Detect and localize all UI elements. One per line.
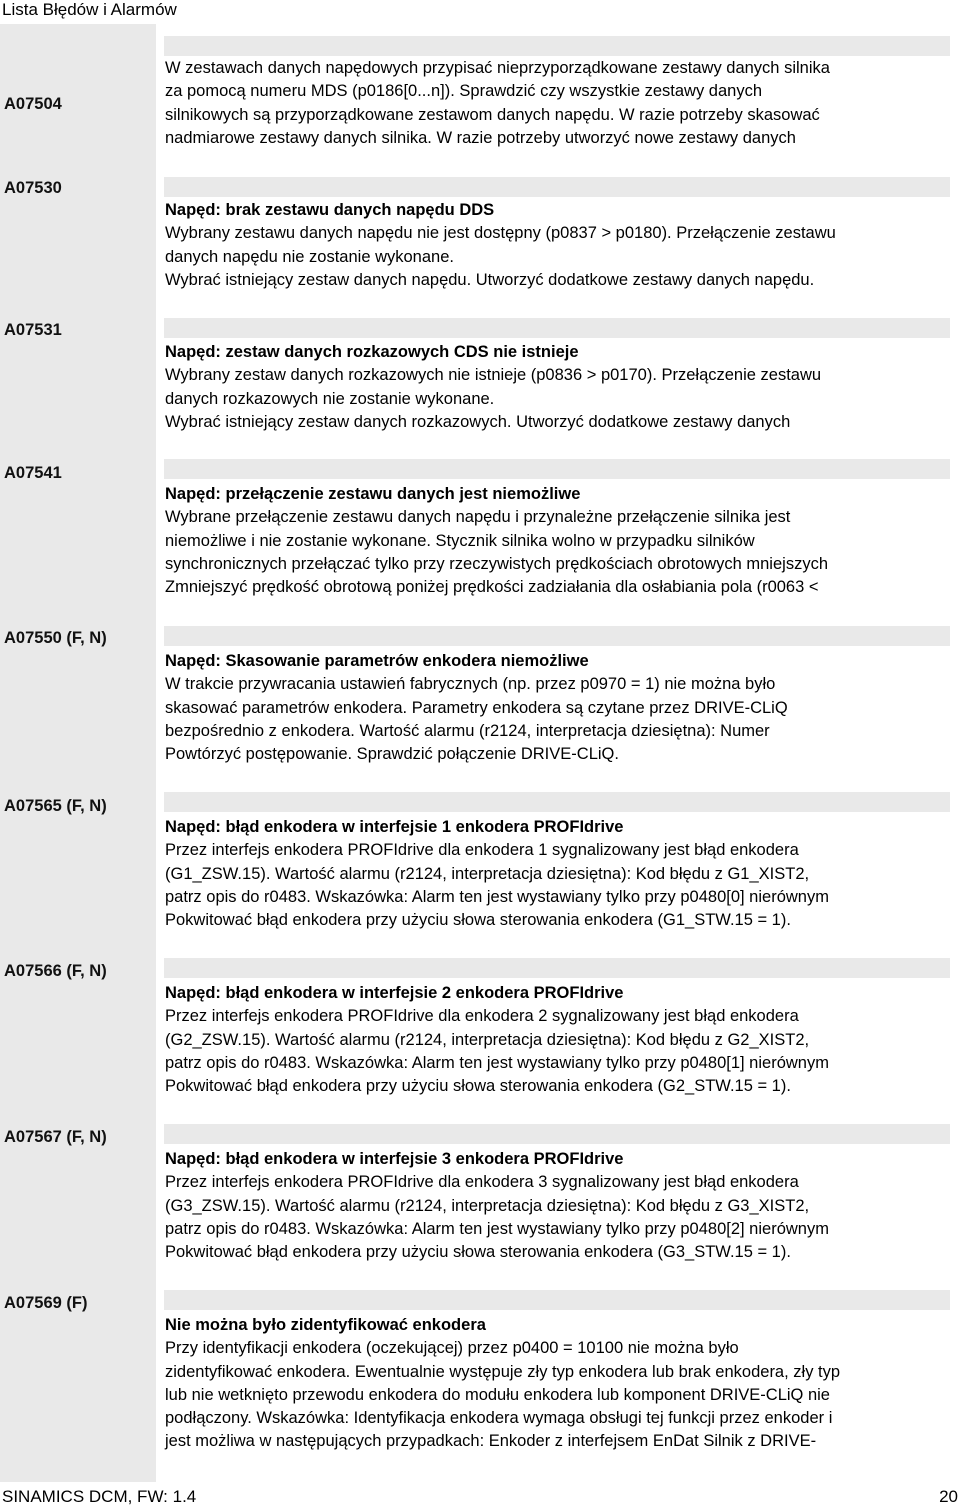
entry-separator	[164, 1290, 950, 1310]
entry-text-line: Powtórzyć postępowanie. Sprawdzić połączenie DRIVE-CLiQ.	[165, 745, 619, 764]
entry-code: A07541	[4, 464, 62, 482]
entry-text-line: danych napędu nie zostanie wykonane.	[165, 247, 454, 266]
entry-text-line: podłączony. Wskazówka: Identyfikacja enkodera wymaga obsługi tej funkcji przez enkoder i	[165, 1409, 833, 1428]
entry-description	[165, 199, 955, 292]
entry-code: A07530	[4, 179, 62, 197]
entry-separator	[164, 792, 950, 812]
entry-description	[165, 982, 955, 1098]
entry-text-line: zidentyfikować enkodera. Ewentualnie występuje zły typ enkodera lub brak enkodera, zły typ	[165, 1362, 841, 1381]
entry-text-line: Wybrany zestaw danych rozkazowych nie istnieje (p0836 > p0170). Przełączenie zestawu	[165, 366, 822, 385]
entry-text-line: Pokwitować błąd enkodera przy użyciu słowa sterowania enkodera (G3_STW.15 = 1).	[165, 1243, 791, 1262]
entry-description	[165, 650, 955, 766]
entry-text-line: synchronicznych przełączać tylko przy rzeczywistych prędkościach obrotowych mniejszych	[165, 554, 828, 573]
entry-text-line: (G3_ZSW.15). Wartość alarmu (r2124, interpretacja dziesiętna): Kod błędu z G3_XIST2,	[165, 1196, 810, 1215]
entry-text-line: Zmniejszyć prędkość obrotową poniżej prędkości zadziałania dla osłabiania pola (r0063 <	[165, 578, 819, 597]
entry-separator	[164, 177, 950, 197]
entry-text-line: Wybrane przełączenie zestawu danych napędu i przynależne przełączenie silnika jest	[165, 508, 791, 527]
entry-description	[165, 816, 955, 932]
page-title: Lista Błędów i Alarmów	[2, 0, 177, 19]
entry-text-line: (G2_ZSW.15). Wartość alarmu (r2124, interpretacja dziesiętna): Kod błędu z G2_XIST2,	[165, 1030, 810, 1049]
entry-text-line: Przez interfejs enkodera PROFIdrive dla enkodera 1 sygnalizowany jest błąd enkodera	[165, 841, 799, 860]
entry-title: Napęd: brak zestawu danych napędu DDS	[165, 201, 495, 219]
entry-text-line: patrz opis do r0483. Wskazówka: Alarm ten jest wystawiany tylko przy p0480[2] nierównym	[165, 1219, 829, 1238]
entry-code: A07565 (F, N)	[4, 797, 107, 815]
entry-text-line: Przez interfejs enkodera PROFIdrive dla enkodera 3 sygnalizowany jest błąd enkodera	[165, 1173, 799, 1192]
entry-text-line: niemożliwe i nie zostanie wykonane. Stycznik silnika wolno w przypadku silników	[165, 531, 755, 550]
entry-text-line: Wybrać istniejący zestaw danych rozkazowych. Utworzyć dodatkowe zestawy danych	[165, 412, 791, 431]
entry-code: A07567 (F, N)	[4, 1128, 107, 1146]
entry-title: Napęd: przełączenie zestawu danych jest niemożliwe	[165, 485, 581, 503]
entry-code: A07550 (F, N)	[4, 629, 107, 647]
page-number: 20	[939, 1487, 958, 1506]
code-column-panel	[0, 24, 156, 1482]
entry-title: Napęd: zestaw danych rozkazowych CDS nie istnieje	[165, 343, 579, 361]
entry-text-line: Wybrany zestawu danych napędu nie jest dostępny (p0837 > p0180). Przełączenie zestawu	[165, 224, 836, 243]
entry-code: A07531	[4, 321, 62, 339]
entry-separator	[164, 1124, 950, 1144]
entry-text-line: danych rozkazowych nie zostanie wykonane.	[165, 389, 495, 408]
entry-description	[165, 1314, 955, 1454]
entry-description	[165, 1148, 955, 1264]
footer-product: SINAMICS DCM, FW: 1.4	[2, 1487, 197, 1506]
entry-separator	[164, 318, 950, 338]
entry-text-line: Wybrać istniejący zestaw danych napędu. Utworzyć dodatkowe zestawy danych napędu.	[165, 270, 815, 289]
entry-text-line: W zestawach danych napędowych przypisać nieprzyporządkowane zestawy danych silnika	[165, 59, 830, 77]
entry-text-line: Przez interfejs enkodera PROFIdrive dla enkodera 2 sygnalizowany jest błąd enkodera	[165, 1007, 799, 1026]
entry-text-line: (G1_ZSW.15). Wartość alarmu (r2124, interpretacja dziesiętna): Kod błędu z G1_XIST2,	[165, 864, 810, 883]
entry-text-line: patrz opis do r0483. Wskazówka: Alarm ten jest wystawiany tylko przy p0480[1] nierównym	[165, 1053, 829, 1072]
entry-code: A07504	[4, 95, 62, 113]
entry-text-line: Pokwitować błąd enkodera przy użyciu słowa sterowania enkodera (G2_STW.15 = 1).	[165, 1077, 791, 1096]
entry-title: Napęd: błąd enkodera w interfejsie 3 enkodera PROFIdrive	[165, 1150, 624, 1168]
entry-text-line: Pokwitować błąd enkodera przy użyciu słowa sterowania enkodera (G1_STW.15 = 1).	[165, 911, 791, 930]
entry-separator	[164, 626, 950, 646]
entry-text-line: lub nie wetknięto przewodu enkodera do modułu enkodera lub komponent DRIVE-CLiQ nie	[165, 1385, 830, 1404]
entry-title: Napęd: błąd enkodera w interfejsie 2 enkodera PROFIdrive	[165, 984, 624, 1002]
entry-code: A07569 (F)	[4, 1294, 88, 1312]
entry-separator	[164, 36, 950, 56]
entry-text-line: W trakcie przywracania ustawień fabrycznych (np. przez p0970 = 1) nie można było	[165, 675, 776, 694]
entry-text-line: nadmiarowe zestawy danych silnika. W razie potrzeby utworzyć nowe zestawy danych	[165, 128, 796, 147]
entry-text-line: silnikowych są przyporządkowane zestawom danych napędu. W razie potrzeby skasować	[165, 105, 820, 124]
entry-text-line: bezpośrednio z enkodera. Wartość alarmu (r2124, interpretacja dziesiętna): Numer	[165, 721, 770, 740]
entry-title: Napęd: błąd enkodera w interfejsie 1 enkodera PROFIdrive	[165, 818, 624, 836]
entry-text-line: za pomocą numeru MDS (p0186[0...n]). Sprawdzić czy wszystkie zestawy danych	[165, 82, 762, 101]
entry-title: Nie można było zidentyfikować enkodera	[165, 1316, 486, 1334]
entry-title: Napęd: Skasowanie parametrów enkodera niemożliwe	[165, 652, 589, 670]
entry-code: A07566 (F, N)	[4, 962, 107, 980]
entry-text-line: patrz opis do r0483. Wskazówka: Alarm ten jest wystawiany tylko przy p0480[0] nierównym	[165, 887, 829, 906]
entry-text-line: jest możliwa w następujących przypadkach: Enkoder z interfejsem EnDat Silnik z DRIVE-	[165, 1432, 817, 1451]
entry-separator	[164, 958, 950, 978]
entry-description	[165, 483, 955, 599]
entry-text-line: Przy identyfikacji enkodera (oczekującej) przez p0400 = 10100 nie można było	[165, 1339, 739, 1358]
entry-separator	[164, 459, 950, 479]
entry-description	[165, 57, 955, 150]
entry-text-line: skasować parametrów enkodera. Parametry enkodera są czytane przez DRIVE-CLiQ	[165, 698, 788, 717]
entry-description	[165, 341, 955, 434]
